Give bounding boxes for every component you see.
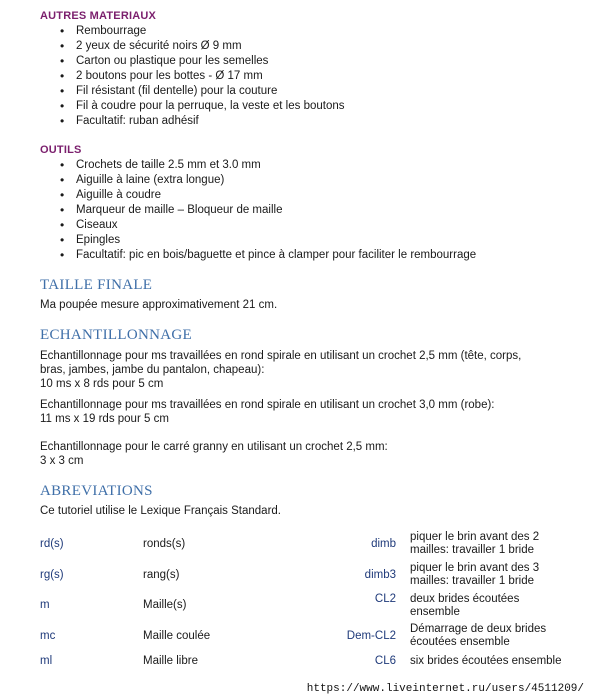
gauge-paragraph-2-line-1: Echantillonnage pour ms travaillées en rond spirale en utilisant un crochet 3,0 mm (robe): <box>40 399 495 411</box>
abbr-key: ml <box>40 655 53 667</box>
list-item: • Ciseaux <box>60 218 476 233</box>
list-item: • 2 boutons pour les bottes - Ø 17 mm <box>60 69 345 84</box>
list-item: • Facultatif: pic en bois/baguette et pince à clamper pour faciliter le rembourrage <box>60 248 476 263</box>
abbr-key: rd(s) <box>40 538 64 550</box>
abbr-code: dimb <box>371 538 396 550</box>
abbr-description <box>410 562 575 588</box>
list-item: • Facultatif: ruban adhésif <box>60 114 345 129</box>
abbr-value: rang(s) <box>143 569 180 581</box>
abbr-value: Maille(s) <box>143 599 187 611</box>
list-item: • Fil résistant (fil dentelle) pour la couture <box>60 84 345 99</box>
gauge-paragraph-3-line-1: Echantillonnage pour le carré granny en utilisant un crochet 2,5 mm: <box>40 441 388 453</box>
tools-heading: OUTILS <box>40 144 82 156</box>
abbr-description <box>410 623 575 649</box>
abbr-desc-line: mailles: travailler 1 bride <box>410 575 534 587</box>
abbr-desc-line: Démarrage de deux brides <box>410 623 547 635</box>
abbr-value: ronds(s) <box>143 538 186 550</box>
list-item: • Rembourrage <box>60 24 345 39</box>
abbr-desc-line: deux brides écoutées <box>410 593 520 605</box>
abbr-value: Maille libre <box>143 655 198 667</box>
abbr-key: mc <box>40 630 56 642</box>
abbr-desc-line: écoutées ensemble <box>410 636 510 648</box>
materials-heading: AUTRES MATERIAUX <box>40 10 157 22</box>
abbr-key: rg(s) <box>40 569 64 581</box>
list-item: • Aiguille à laine (extra longue) <box>60 173 476 188</box>
gauge-heading: ECHANTILLONNAGE <box>40 327 192 343</box>
abbr-desc-line: piquer le brin avant des 3 <box>410 562 540 574</box>
gauge-paragraph-1-line-2: bras, jambes, jambe du pantalon, chapeau): <box>40 364 265 376</box>
gauge-paragraph-1-line-3: 10 ms x 8 rds pour 5 cm <box>40 378 164 390</box>
abbr-code: CL2 <box>374 593 396 605</box>
abbr-code: dimb3 <box>364 569 396 581</box>
list-item: • Carton ou plastique pour les semelles <box>60 54 345 69</box>
abbr-desc-line: mailles: travailler 1 bride <box>410 544 534 556</box>
abbr-description <box>410 531 575 557</box>
list-item: • Marqueur de maille – Bloqueur de maille <box>60 203 476 218</box>
materials-list <box>60 24 345 129</box>
gauge-paragraph-2-line-2: 11 ms x 19 rds pour 5 cm <box>40 413 169 425</box>
list-item: • Epingles <box>60 233 476 248</box>
gauge-paragraph-1-line-1: Echantillonnage pour ms travaillées en rond spirale en utilisant un crochet 2,5 mm (tête, corps, <box>40 350 522 362</box>
abbreviations-intro: Ce tutoriel utilise le Lexique Français Standard. <box>40 505 281 517</box>
abbr-desc-line: piquer le brin avant des 2 <box>410 531 540 543</box>
abbr-desc-line: six brides écoutées ensemble <box>410 655 562 667</box>
abbr-description <box>410 655 575 668</box>
abbreviations-heading: ABREVIATIONS <box>40 483 153 499</box>
abbr-value: Maille coulée <box>143 630 211 642</box>
abbr-key: m <box>40 599 50 611</box>
list-item: • Fil à coudre pour la perruque, la veste et les boutons <box>60 99 345 114</box>
final-size-text: Ma poupée mesure approximativement 21 cm. <box>40 299 278 311</box>
abbr-code: Dem-CL2 <box>346 630 396 642</box>
list-item: • 2 yeux de sécurité noirs Ø 9 mm <box>60 39 345 54</box>
gauge-paragraph-3-line-2: 3 x 3 cm <box>40 455 84 467</box>
watermark-url: https://www.liveinternet.ru/users/4511209/ <box>306 683 584 695</box>
abbr-description <box>410 593 575 619</box>
tools-list <box>60 158 476 263</box>
abbr-code: CL6 <box>374 655 396 667</box>
list-item: • Crochets de taille 2.5 mm et 3.0 mm <box>60 158 476 173</box>
abbr-desc-line: ensemble <box>410 606 460 618</box>
list-item: • Aiguille à coudre <box>60 188 476 203</box>
final-size-heading: TAILLE FINALE <box>40 277 153 293</box>
